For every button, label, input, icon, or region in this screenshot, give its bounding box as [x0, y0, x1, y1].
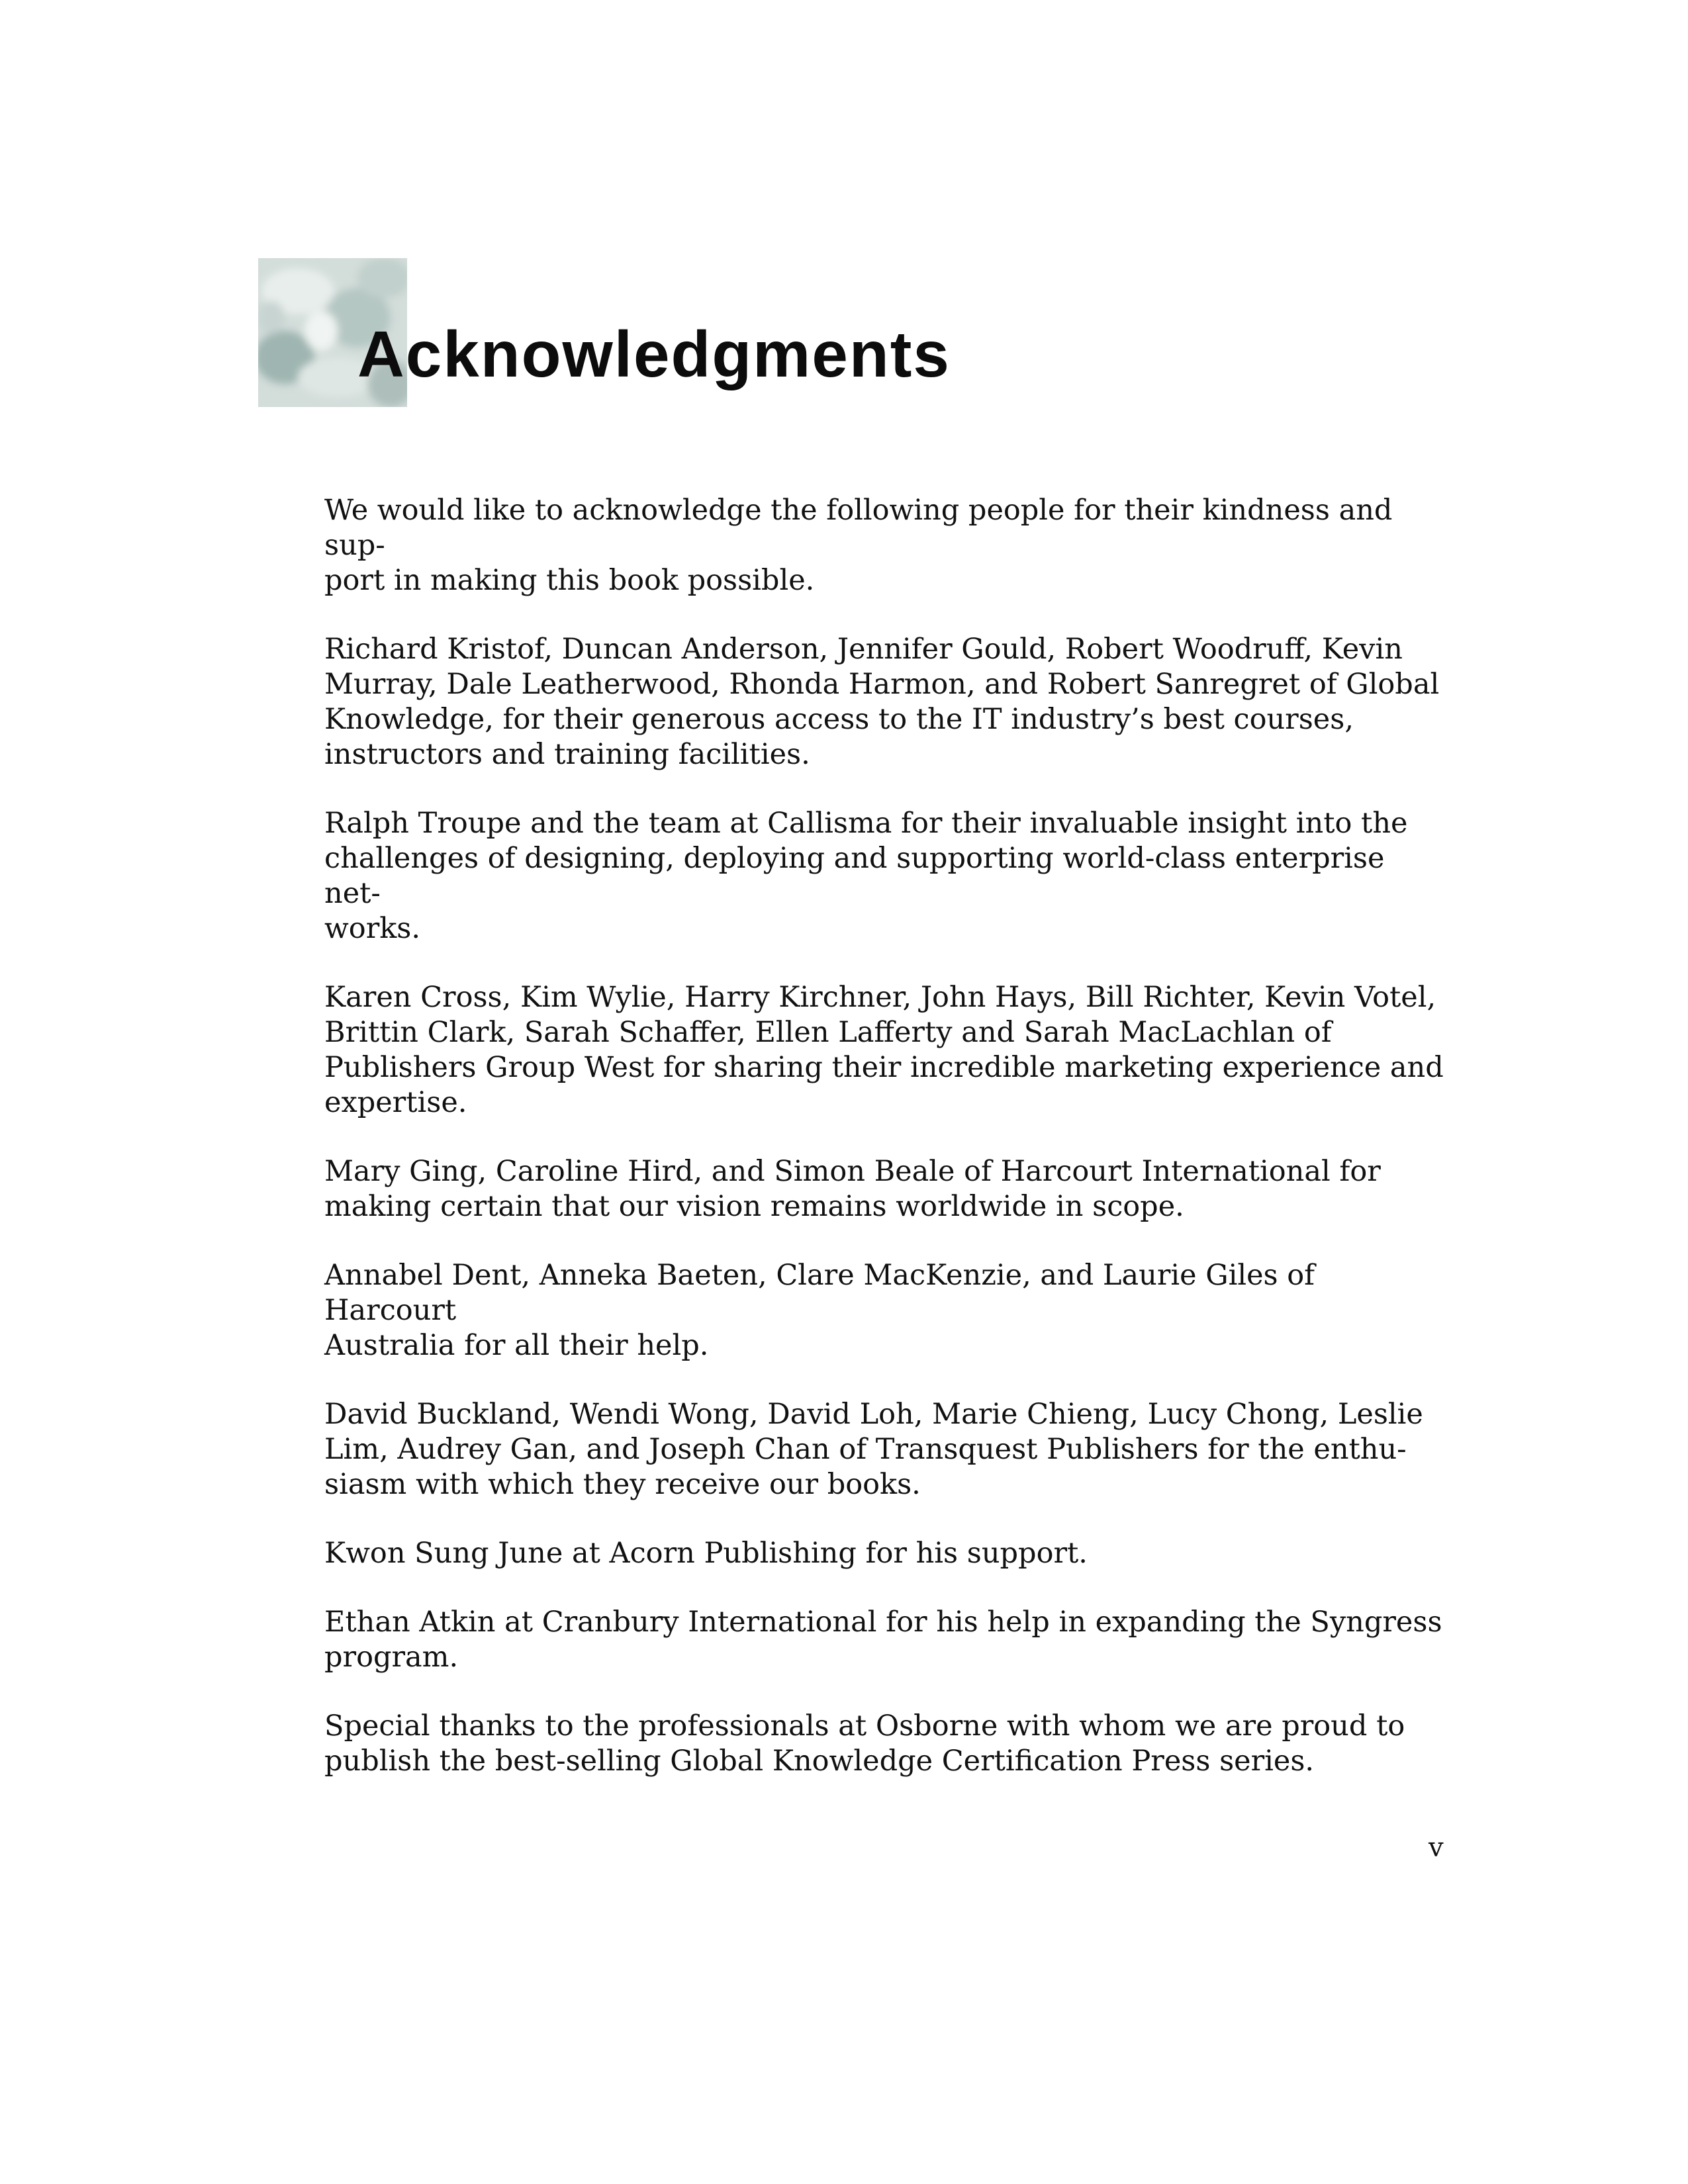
paragraph-callisma: Ralph Troupe and the team at Callisma for their invaluable insight into the challenges of designing, deploying and supporting world-class enterprise net- works. — [324, 807, 1408, 945]
paragraph-cranbury: Ethan Atkin at Cranbury International for his help in expanding the Syngress program. — [324, 1606, 1442, 1674]
paragraph-publishers-group-west: Karen Cross, Kim Wylie, Harry Kirchner, John Hays, Bill Richter, Kevin Votel, Brittin Clark, Sarah Schaffer, Ellen Lafferty and Sarah MacLachlan of Publishers Group West for sharing their incredible marketing experience and expertise. — [324, 981, 1444, 1119]
acknowledgments-body — [324, 493, 1450, 1813]
paragraph-intro: We would like to acknowledge the following people for their kindness and sup- port in making this book possible. — [324, 494, 1393, 597]
paragraph-transquest: David Buckland, Wendi Wong, David Loh, Marie Chieng, Lucy Chong, Leslie Lim, Audrey Gan, and Joseph Chan of Transquest Publishers for the enthu- siasm with which they receive our books. — [324, 1398, 1423, 1501]
paragraph-harcourt-international: Mary Ging, Caroline Hird, and Simon Beale of Harcourt International for making certain that our vision remains worldwide in scope. — [324, 1155, 1381, 1223]
paragraph-harcourt-australia: Annabel Dent, Anneka Baeten, Clare MacKenzie, and Laurie Giles of Harcourt Australia for all their help. — [324, 1259, 1315, 1362]
paragraph-acorn: Kwon Sung June at Acorn Publishing for his support. — [324, 1537, 1088, 1570]
paragraph-osborne: Special thanks to the professionals at Osborne with whom we are proud to publish the best-selling Global Knowledge Certification Press series. — [324, 1709, 1405, 1778]
paragraph-global-knowledge: Richard Kristof, Duncan Anderson, Jennifer Gould, Robert Woodruff, Kevin Murray, Dale Leatherwood, Rhonda Harmon, and Robert Sanregret of Global Knowledge, for their generous access to the IT industry’s best courses, instructors and training facilities. — [324, 633, 1440, 771]
page-number: v — [1429, 1833, 1444, 1863]
page-title: Acknowledgments — [357, 318, 951, 390]
